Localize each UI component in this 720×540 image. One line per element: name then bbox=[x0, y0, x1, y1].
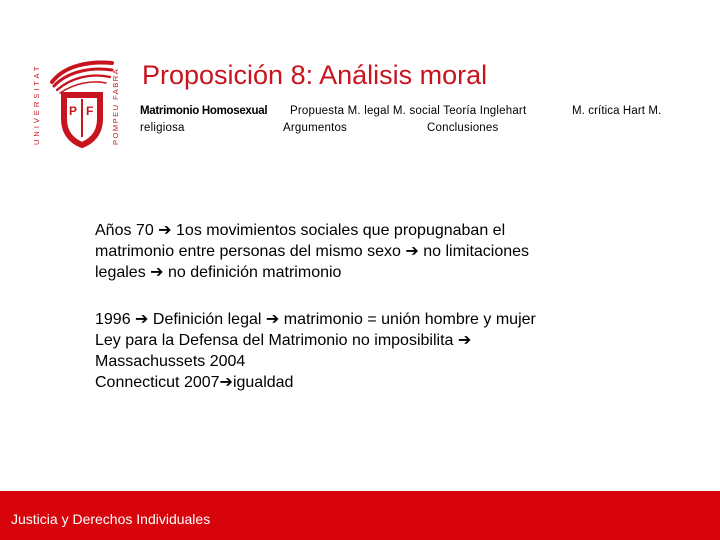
nav-item-critica-label: M. crítica Hart M. bbox=[572, 105, 662, 117]
arrow-right-icon: ➔ bbox=[265, 311, 280, 328]
arrow-right-icon: ➔ bbox=[219, 374, 233, 391]
text-definicion-legal: Definición legal bbox=[152, 311, 262, 328]
text-no-limitaciones: no limitaciones bbox=[423, 243, 530, 260]
text-matrimonio-union: matrimonio = unión hombre y mujer bbox=[283, 311, 536, 328]
text-no-definicion: no definición matrimonio bbox=[168, 264, 342, 281]
text-anos-70: Años 70 bbox=[95, 222, 154, 239]
paragraph-1996 bbox=[95, 309, 655, 393]
logo-swoosh-icon bbox=[52, 63, 112, 93]
page-title: Proposición 8: Análisis moral bbox=[142, 60, 488, 90]
arrow-right-icon: ➔ bbox=[457, 332, 472, 349]
text-igualdad: igualdad bbox=[232, 374, 294, 391]
arrow-right-icon: ➔ bbox=[405, 243, 419, 260]
text-massachussets: Massachussets 2004 bbox=[95, 353, 246, 370]
text-1996: 1996 bbox=[95, 311, 131, 328]
university-logo bbox=[30, 55, 130, 150]
text-ley-defensa: Ley para la Defensa del Matrimonio no imposibilita bbox=[95, 332, 454, 349]
footer-label: Justicia y Derechos Individuales bbox=[11, 511, 211, 527]
text-legales: legales bbox=[95, 264, 146, 281]
svg-text:F: F bbox=[86, 104, 94, 118]
arrow-right-icon: ➔ bbox=[158, 222, 172, 239]
text-connecticut: Connecticut 2007 bbox=[95, 374, 220, 391]
nav-item-conclusiones-label: Conclusiones bbox=[427, 122, 499, 134]
nav-item-matrimonio bbox=[140, 103, 267, 137]
nav-item-matrimonio-label: Matrimonio Homosexual bbox=[140, 105, 268, 117]
svg-text:P: P bbox=[69, 104, 78, 118]
arrow-right-icon: ➔ bbox=[135, 311, 149, 328]
footer-bar bbox=[0, 491, 720, 540]
nav-item-argumentos-label: Argumentos bbox=[283, 122, 348, 134]
text-movimientos: 1os movimientos sociales que propugnaban el bbox=[176, 222, 506, 239]
nav-item-propuesta-label: Propuesta M. legal M. social Teoría Inglehart bbox=[290, 105, 527, 117]
logo-left-text: UNIVERSITAT bbox=[32, 63, 41, 145]
paragraph-anos-70 bbox=[95, 220, 635, 283]
text-matrimonio-personas: matrimonio entre personas del mismo sexo bbox=[95, 243, 401, 260]
nav-item-critica bbox=[572, 103, 661, 120]
arrow-right-icon: ➔ bbox=[150, 264, 164, 281]
nav-item-propuesta bbox=[283, 103, 527, 134]
nav-item-religiosa-label: religiosa bbox=[140, 122, 185, 134]
logo-right-text: POMPEU FABRA bbox=[111, 67, 120, 145]
